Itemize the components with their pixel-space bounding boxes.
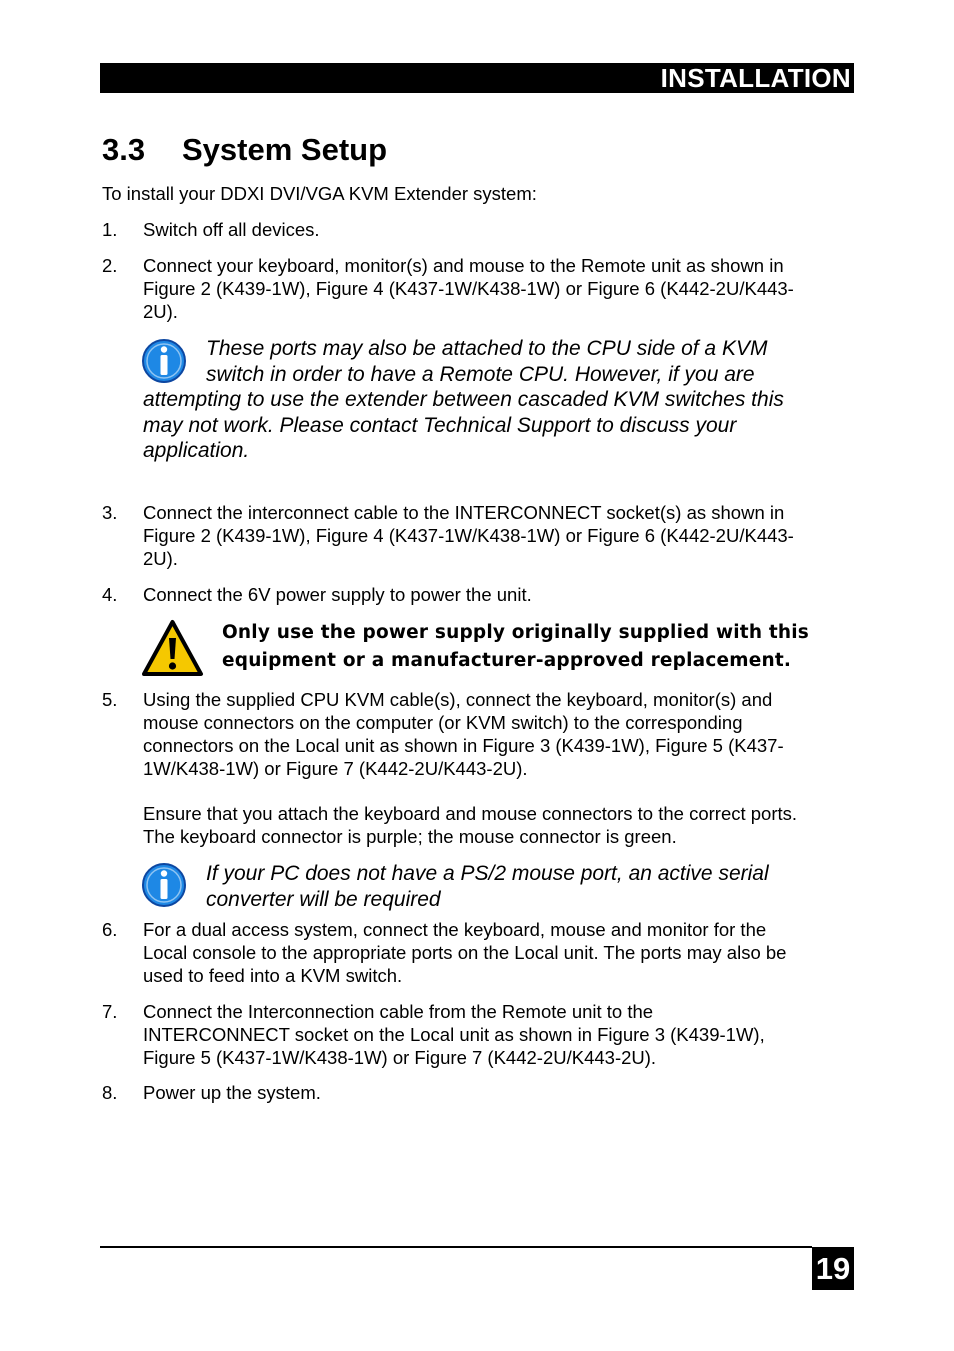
warning-text: Only use the power supply originally supplied with this equipment or a manufacturer-approved replacement. xyxy=(222,622,810,671)
step-number: 3. xyxy=(102,502,118,523)
step-text-paragraph: Ensure that you attach the keyboard and mouse connectors to the correct ports. The keyboard connector is purple; the mouse connector is green. xyxy=(143,803,798,847)
step-number: 1. xyxy=(102,219,118,240)
header-title: INSTALLATION xyxy=(660,63,851,93)
step-text: Switch off all devices. xyxy=(143,219,320,240)
info-icon xyxy=(141,862,187,908)
step-text: Connect the Interconnection cable from the Remote unit to the INTERCONNECT socket on the Local unit as shown in Figure 3 (K439-1W), Figure 5 (K437-1W/K438-1W) or Figure 7 (K442-2U/K443-2U). xyxy=(143,1001,765,1068)
section-title: System Setup xyxy=(182,132,388,167)
step-text: Power up the system. xyxy=(143,1082,321,1103)
step-number: 7. xyxy=(102,1001,118,1022)
page-number: 19 xyxy=(812,1247,854,1290)
step-text: For a dual access system, connect the keyboard, mouse and monitor for the Local console to the appropriate ports on the Local unit. The ports may also be used to feed into a KVM switch. xyxy=(143,919,787,986)
note-text: These ports may also be attached to the CPU side of a KVM switch in order to have a Remote CPU. However, if you are xyxy=(206,337,768,386)
footer-rule xyxy=(100,1246,812,1248)
step-number: 2. xyxy=(102,255,118,276)
note-text-continued: attempting to use the extender between cascaded KVM switches this may not work. Please contact Technical Support to discuss your application. xyxy=(143,388,784,462)
step-number: 4. xyxy=(102,584,118,605)
step-text: Connect the 6V power supply to power the unit. xyxy=(143,584,532,605)
step-text: Connect your keyboard, monitor(s) and mouse to the Remote unit as shown in Figure 2 (K439-1W), Figure 4 (K437-1W/K438-1W) or Figure 6 (K442-2U/K443- 2U). xyxy=(143,255,794,322)
step-number: 6. xyxy=(102,919,118,940)
step-number: 8. xyxy=(102,1082,118,1103)
step-text: Using the supplied CPU KVM cable(s), connect the keyboard, monitor(s) and mouse connectors on the computer (or KVM switch) to the corresponding connectors on the Local unit as shown in Figure 3 (K439-1W), Figure 5 (K437- 1W/K438-1W) or Figure 7 (K442-2U/K443-2U). xyxy=(143,689,784,779)
step-number: 5. xyxy=(102,689,118,710)
note-text: If your PC does not have a PS/2 mouse port, an active serial converter will be required xyxy=(206,862,769,911)
intro-text: To install your DDXI DVI/VGA KVM Extender system: xyxy=(102,183,537,204)
warning-icon xyxy=(141,619,204,677)
header-bar xyxy=(100,63,854,93)
section-number: 3.3 xyxy=(102,132,146,167)
step-text: Connect the interconnect cable to the INTERCONNECT socket(s) as shown in Figure 2 (K439-1W), Figure 4 (K437-1W/K438-1W) or Figure 6 (K442-2U/K443- 2U). xyxy=(143,502,794,569)
info-icon xyxy=(141,338,187,384)
